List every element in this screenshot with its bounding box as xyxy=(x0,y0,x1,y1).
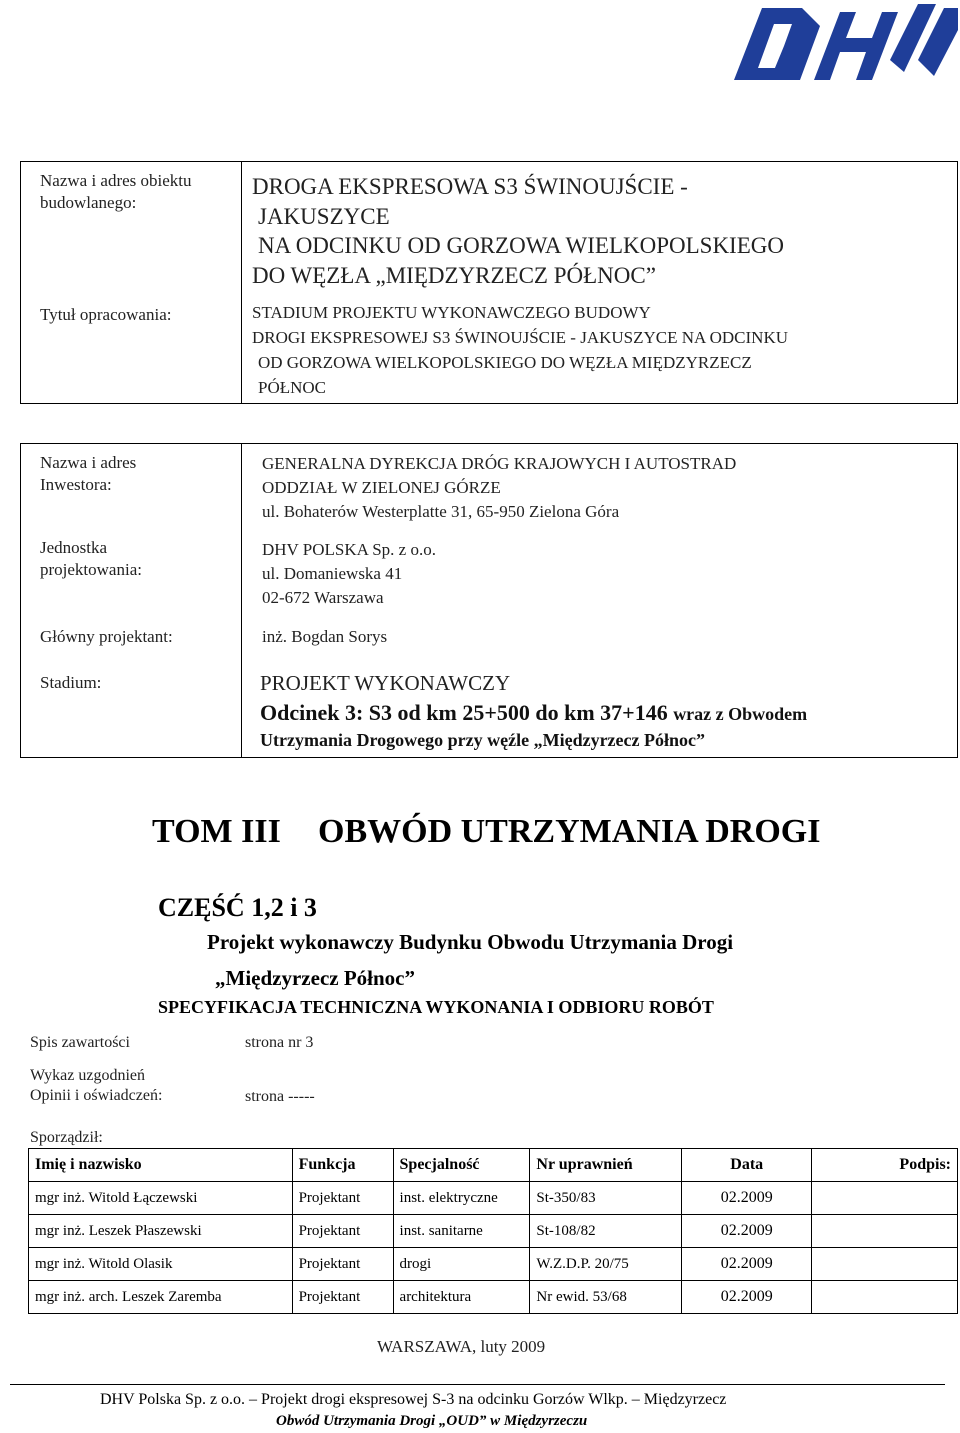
unit-label: Jednostka projektowania: xyxy=(40,538,142,579)
header-name: Imię i nazwisko xyxy=(29,1149,293,1182)
table-row: mgr inż. Witold Łączewski Projektant inst. elektryczne St-350/83 02.2009 xyxy=(29,1182,958,1215)
place-date: WARSZAWA, luty 2009 xyxy=(377,1337,546,1356)
investor-label: Nazwa i adres Inwestora: xyxy=(40,453,137,494)
study-title: STADIUM PROJEKTU WYKONAWCZEGO BUDOWY DROGI EKSPRESOWEJ S3 ŚWINOUJŚCIE - JAKUSZYCE NA ODCINKU OD GORZOWA WIELKOPOLSKIEGO DO WĘZŁA MIĘDZYRZECZ PÓŁNOC xyxy=(252,303,788,397)
part-label: CZĘŚĆ 1,2 i 3 xyxy=(158,893,317,922)
section-description: Odcinek 3: S3 od km 25+500 do km 37+146 wraz z Obwodem xyxy=(260,700,808,725)
signature-cell[interactable] xyxy=(812,1248,958,1281)
volume-title: OBWÓD UTRZYMANIA DROGI xyxy=(318,813,821,850)
header-date: Data xyxy=(682,1149,812,1182)
approvals-label: Wykaz uzgodnień Opinii i oświadczeń: xyxy=(30,1067,163,1104)
footer-line1: DHV Polska Sp. z o.o. – Projekt drogi ekspresowej S-3 na odcinku Gorzów Wlkp. – Międzyrzecz xyxy=(100,1391,727,1408)
signature-cell[interactable] xyxy=(812,1281,958,1314)
stage-label: Stadium: xyxy=(40,673,102,692)
part-title-line1: Projekt wykonawczy Budynku Obwodu Utrzymania Drogi xyxy=(207,930,734,954)
object-label: Nazwa i adres obiektu budowlanego: xyxy=(40,171,192,212)
investor-details: GENERALNA DYREKCJA DRÓG KRAJOWYCH I AUTOSTRAD ODDZIAŁ W ZIELONEJ GÓRZE ul. Bohaterów Westerplatte 31, 65-950 Zielona Góra xyxy=(262,454,737,521)
contents-label: Spis zawartości xyxy=(30,1034,130,1051)
header-function: Funkcja xyxy=(292,1149,393,1182)
signatures-table xyxy=(28,1148,958,1314)
footer-line2: Obwód Utrzymania Drogi „OUD” w Międzyrzeczu xyxy=(276,1413,588,1429)
contents-value: strona nr 3 xyxy=(245,1034,314,1051)
volume-number: TOM III xyxy=(152,813,281,850)
stage-value: PROJEKT WYKONAWCZY xyxy=(260,671,511,695)
designer-name: inż. Bogdan Sorys xyxy=(262,627,388,646)
object-name: DROGA EKSPRESOWA S3 ŚWINOUJŚCIE - JAKUSZYCE NA ODCINKU OD GORZOWA WIELKOPOLSKIEGO DO WĘZŁA „MIĘDZYRZECZ PÓŁNOC” xyxy=(252,174,784,288)
approvals-value: strona ----- xyxy=(245,1088,315,1105)
designer-label: Główny projektant: xyxy=(40,627,173,646)
header-specialty: Specjalność xyxy=(393,1149,530,1182)
logo-text: DHV xyxy=(722,0,725,1)
header-signature: Podpis: xyxy=(812,1149,958,1182)
signature-cell[interactable] xyxy=(812,1215,958,1248)
part-title-line2: „Międzyrzecz Północ” xyxy=(215,966,415,990)
table-row: mgr inż. arch. Leszek Zaremba Projektant architektura Nr ewid. 53/68 02.2009 xyxy=(29,1281,958,1314)
part-title-line3: SPECYFIKACJA TECHNICZNA WYKONANIA I ODBIORU ROBÓT xyxy=(158,997,714,1017)
table-row: mgr inż. Leszek Płaszewski Projektant inst. sanitarne St-108/82 02.2009 xyxy=(29,1215,958,1248)
prepared-by-label: Sporządził: xyxy=(30,1129,103,1146)
footer-divider xyxy=(10,1384,945,1385)
signature-cell[interactable] xyxy=(812,1182,958,1215)
unit-details: DHV POLSKA Sp. z o.o. ul. Domaniewska 41 02-672 Warszawa xyxy=(262,540,436,607)
title-label: Tytuł opracowania: xyxy=(40,305,172,324)
header-license: Nr uprawnień xyxy=(530,1149,682,1182)
section-description-line2: Utrzymania Drogowego przy węźle „Międzyrzecz Północ” xyxy=(260,730,706,750)
dhv-logo xyxy=(722,0,958,92)
table-row: mgr inż. Witold Olasik Projektant drogi W.Z.D.P. 20/75 02.2009 xyxy=(29,1248,958,1281)
table-header-row xyxy=(29,1149,958,1182)
